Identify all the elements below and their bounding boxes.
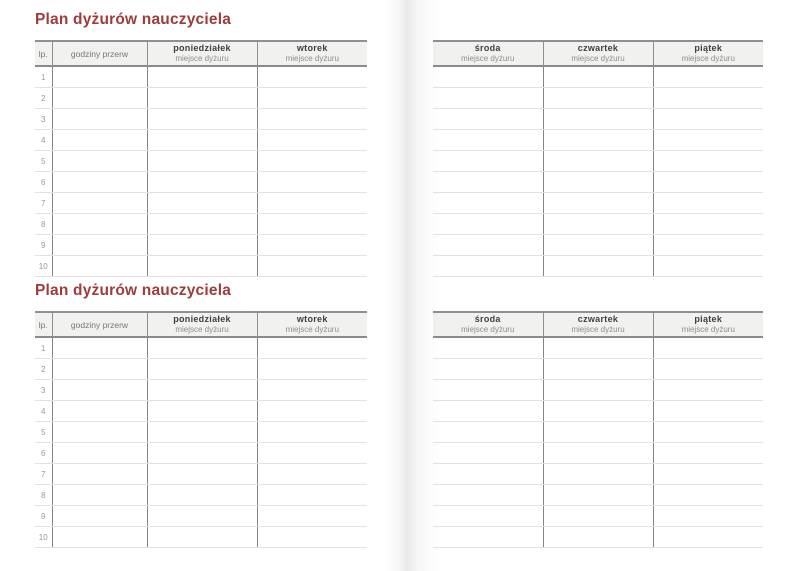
duty-cell-wednesday xyxy=(433,380,543,401)
row-number: 4 xyxy=(35,130,52,151)
hours-cell xyxy=(52,109,147,130)
hours-cell xyxy=(52,527,147,548)
duty-row xyxy=(433,359,763,380)
duty-row xyxy=(433,151,763,172)
col-header-monday xyxy=(147,41,257,66)
duty-cell-wednesday xyxy=(433,485,543,506)
duty-cell-monday xyxy=(147,359,257,380)
duty-row xyxy=(35,527,367,548)
hours-cell xyxy=(52,401,147,422)
day-label-wednesday: środa xyxy=(474,314,501,324)
duty-cell-friday xyxy=(653,464,763,485)
duty-cell-thursday xyxy=(543,359,653,380)
row-number: 7 xyxy=(35,464,52,485)
hours-cell xyxy=(52,193,147,214)
duty-cell-thursday xyxy=(543,109,653,130)
duty-cell-friday xyxy=(653,151,763,172)
duty-cell-thursday xyxy=(543,401,653,422)
duty-cell-monday xyxy=(147,506,257,527)
place-sublabel: miejsce dyżuru xyxy=(571,325,625,334)
duty-row xyxy=(35,172,367,193)
duty-cell-thursday xyxy=(543,130,653,151)
duty-cell-tuesday xyxy=(257,422,367,443)
duty-cell-wednesday xyxy=(433,66,543,88)
row-number: 3 xyxy=(35,109,52,130)
day-label-monday: poniedziałek xyxy=(173,314,231,324)
duty-cell-thursday xyxy=(543,172,653,193)
duty-row xyxy=(35,130,367,151)
duty-row xyxy=(35,193,367,214)
row-number: 5 xyxy=(35,422,52,443)
duty-cell-tuesday xyxy=(257,506,367,527)
duty-table-body xyxy=(35,337,367,548)
duty-row xyxy=(35,464,367,485)
duty-cell-wednesday xyxy=(433,422,543,443)
duty-cell-friday xyxy=(653,337,763,359)
duty-cell-friday xyxy=(653,527,763,548)
place-sublabel: miejsce dyżuru xyxy=(285,54,339,63)
duty-row xyxy=(35,443,367,464)
day-label-friday: piątek xyxy=(694,43,723,53)
duty-cell-wednesday xyxy=(433,193,543,214)
row-number: 7 xyxy=(35,193,52,214)
col-header-hours: godziny przerw xyxy=(52,312,147,337)
row-number: 10 xyxy=(35,256,52,277)
duty-row xyxy=(433,380,763,401)
hours-cell xyxy=(52,66,147,88)
col-header-thursday xyxy=(543,312,653,337)
duty-cell-thursday xyxy=(543,380,653,401)
duty-cell-tuesday xyxy=(257,464,367,485)
duty-cell-monday xyxy=(147,337,257,359)
duty-cell-thursday xyxy=(543,66,653,88)
duty-table-body xyxy=(433,337,763,548)
duty-cell-wednesday xyxy=(433,88,543,109)
duty-row xyxy=(433,401,763,422)
row-number: 9 xyxy=(35,506,52,527)
row-number: 2 xyxy=(35,359,52,380)
duty-row xyxy=(35,485,367,506)
duty-cell-monday xyxy=(147,88,257,109)
duty-cell-monday xyxy=(147,193,257,214)
day-label-thursday: czwartek xyxy=(577,43,619,53)
col-header-tuesday xyxy=(257,312,367,337)
col-header-wednesday xyxy=(433,312,543,337)
row-number: 8 xyxy=(35,214,52,235)
duty-cell-thursday xyxy=(543,443,653,464)
duty-cell-monday xyxy=(147,485,257,506)
duty-table-body xyxy=(35,66,367,277)
place-sublabel: miejsce dyżuru xyxy=(681,325,735,334)
duty-cell-friday xyxy=(653,235,763,256)
duty-cell-monday xyxy=(147,464,257,485)
row-number: 8 xyxy=(35,485,52,506)
duty-cell-thursday xyxy=(543,151,653,172)
hours-cell xyxy=(52,172,147,193)
duty-row xyxy=(35,337,367,359)
duty-cell-monday xyxy=(147,527,257,548)
row-number: 1 xyxy=(35,337,52,359)
hours-cell xyxy=(52,464,147,485)
duty-cell-tuesday xyxy=(257,527,367,548)
duty-cell-monday xyxy=(147,151,257,172)
duty-row xyxy=(35,66,367,88)
duty-cell-thursday xyxy=(543,464,653,485)
duty-cell-friday xyxy=(653,130,763,151)
row-number: 6 xyxy=(35,443,52,464)
duty-cell-monday xyxy=(147,109,257,130)
duty-row xyxy=(433,235,763,256)
duty-cell-thursday xyxy=(543,235,653,256)
duty-cell-tuesday xyxy=(257,443,367,464)
duty-cell-monday xyxy=(147,172,257,193)
duty-row xyxy=(433,443,763,464)
duty-table-wed-thu-fri xyxy=(433,40,763,277)
row-number: 10 xyxy=(35,527,52,548)
hours-cell xyxy=(52,380,147,401)
spread-row-bottom xyxy=(0,271,800,551)
place-sublabel: miejsce dyżuru xyxy=(461,54,515,63)
duty-cell-thursday xyxy=(543,422,653,443)
hours-cell xyxy=(52,130,147,151)
duty-cell-friday xyxy=(653,88,763,109)
header-row xyxy=(35,41,367,66)
header-row xyxy=(433,41,763,66)
duty-cell-tuesday xyxy=(257,151,367,172)
day-label-tuesday: wtorek xyxy=(296,43,328,53)
duty-cell-monday xyxy=(147,443,257,464)
page-title: Plan dyżurów nauczyciela xyxy=(35,282,232,299)
header-row xyxy=(433,312,763,337)
col-header-monday xyxy=(147,312,257,337)
duty-cell-tuesday xyxy=(257,193,367,214)
duty-row xyxy=(35,109,367,130)
hours-cell xyxy=(52,151,147,172)
duty-row xyxy=(433,193,763,214)
duty-table-body xyxy=(433,66,763,277)
duty-cell-tuesday xyxy=(257,380,367,401)
duty-row xyxy=(35,506,367,527)
row-number: 1 xyxy=(35,66,52,88)
duty-cell-wednesday xyxy=(433,235,543,256)
duty-cell-wednesday xyxy=(433,214,543,235)
col-header-thursday xyxy=(543,41,653,66)
duty-row xyxy=(35,151,367,172)
page-title: Plan dyżurów nauczyciela xyxy=(35,11,232,28)
duty-row xyxy=(35,380,367,401)
duty-cell-tuesday xyxy=(257,337,367,359)
duty-row xyxy=(433,130,763,151)
duty-cell-friday xyxy=(653,380,763,401)
duty-cell-thursday xyxy=(543,88,653,109)
col-header-lp: lp. xyxy=(35,41,52,66)
duty-cell-monday xyxy=(147,130,257,151)
col-header-wednesday xyxy=(433,41,543,66)
duty-row xyxy=(433,485,763,506)
duty-row xyxy=(35,359,367,380)
duty-row xyxy=(433,464,763,485)
header-row xyxy=(35,312,367,337)
duty-cell-tuesday xyxy=(257,485,367,506)
duty-cell-wednesday xyxy=(433,337,543,359)
duty-row xyxy=(433,422,763,443)
spread-row-top xyxy=(0,0,800,280)
duty-cell-tuesday xyxy=(257,214,367,235)
duty-cell-tuesday xyxy=(257,109,367,130)
hours-cell xyxy=(52,485,147,506)
duty-cell-monday xyxy=(147,422,257,443)
duty-cell-friday xyxy=(653,506,763,527)
row-number: 4 xyxy=(35,401,52,422)
hours-cell xyxy=(52,88,147,109)
duty-cell-tuesday xyxy=(257,130,367,151)
duty-cell-thursday xyxy=(543,214,653,235)
col-header-hours: godziny przerw xyxy=(52,41,147,66)
duty-cell-wednesday xyxy=(433,359,543,380)
duty-cell-friday xyxy=(653,422,763,443)
duty-cell-wednesday xyxy=(433,172,543,193)
day-label-tuesday: wtorek xyxy=(296,314,328,324)
duty-cell-tuesday xyxy=(257,401,367,422)
place-sublabel: miejsce dyżuru xyxy=(681,54,735,63)
hours-cell xyxy=(52,422,147,443)
hours-cell xyxy=(52,337,147,359)
duty-cell-friday xyxy=(653,401,763,422)
duty-cell-wednesday xyxy=(433,151,543,172)
duty-cell-friday xyxy=(653,485,763,506)
duty-cell-tuesday xyxy=(257,66,367,88)
duty-row xyxy=(433,527,763,548)
duty-cell-monday xyxy=(147,380,257,401)
duty-row xyxy=(433,214,763,235)
place-sublabel: miejsce dyżuru xyxy=(175,54,229,63)
duty-table-wed-thu-fri xyxy=(433,311,763,548)
duty-row xyxy=(433,66,763,88)
duty-cell-friday xyxy=(653,66,763,88)
duty-cell-thursday xyxy=(543,485,653,506)
day-label-monday: poniedziałek xyxy=(173,43,231,53)
col-header-friday xyxy=(653,41,763,66)
duty-row xyxy=(35,422,367,443)
duty-cell-monday xyxy=(147,401,257,422)
hours-cell xyxy=(52,235,147,256)
duty-cell-friday xyxy=(653,359,763,380)
duty-row xyxy=(35,214,367,235)
place-sublabel: miejsce dyżuru xyxy=(571,54,625,63)
row-number: 9 xyxy=(35,235,52,256)
duty-cell-friday xyxy=(653,443,763,464)
col-header-friday xyxy=(653,312,763,337)
hours-cell xyxy=(52,214,147,235)
duty-row xyxy=(433,337,763,359)
duty-cell-tuesday xyxy=(257,359,367,380)
duty-row xyxy=(35,235,367,256)
duty-cell-thursday xyxy=(543,337,653,359)
row-number: 6 xyxy=(35,172,52,193)
duty-cell-monday xyxy=(147,66,257,88)
place-sublabel: miejsce dyżuru xyxy=(285,325,339,334)
day-label-wednesday: środa xyxy=(474,43,501,53)
duty-cell-wednesday xyxy=(433,443,543,464)
duty-cell-tuesday xyxy=(257,172,367,193)
duty-cell-tuesday xyxy=(257,235,367,256)
duty-cell-wednesday xyxy=(433,130,543,151)
hours-cell xyxy=(52,443,147,464)
duty-cell-friday xyxy=(653,109,763,130)
day-label-thursday: czwartek xyxy=(577,314,619,324)
duty-cell-tuesday xyxy=(257,88,367,109)
place-sublabel: miejsce dyżuru xyxy=(175,325,229,334)
duty-cell-wednesday xyxy=(433,506,543,527)
duty-cell-monday xyxy=(147,235,257,256)
duty-cell-friday xyxy=(653,172,763,193)
duty-cell-thursday xyxy=(543,193,653,214)
duty-cell-thursday xyxy=(543,506,653,527)
row-number: 2 xyxy=(35,88,52,109)
duty-cell-wednesday xyxy=(433,401,543,422)
duty-row xyxy=(35,401,367,422)
row-number: 5 xyxy=(35,151,52,172)
duty-table-mon-tue xyxy=(35,40,367,277)
duty-cell-wednesday xyxy=(433,464,543,485)
duty-table-mon-tue xyxy=(35,311,367,548)
day-label-friday: piątek xyxy=(694,314,723,324)
duty-cell-thursday xyxy=(543,527,653,548)
duty-cell-friday xyxy=(653,193,763,214)
hours-cell xyxy=(52,359,147,380)
duty-row xyxy=(35,88,367,109)
duty-cell-monday xyxy=(147,214,257,235)
place-sublabel: miejsce dyżuru xyxy=(461,325,515,334)
duty-row xyxy=(433,109,763,130)
col-header-tuesday xyxy=(257,41,367,66)
duty-row xyxy=(433,172,763,193)
duty-cell-wednesday xyxy=(433,527,543,548)
hours-cell xyxy=(52,506,147,527)
col-header-lp: lp. xyxy=(35,312,52,337)
duty-cell-wednesday xyxy=(433,109,543,130)
row-number: 3 xyxy=(35,380,52,401)
duty-row xyxy=(433,88,763,109)
duty-cell-friday xyxy=(653,214,763,235)
duty-row xyxy=(433,506,763,527)
